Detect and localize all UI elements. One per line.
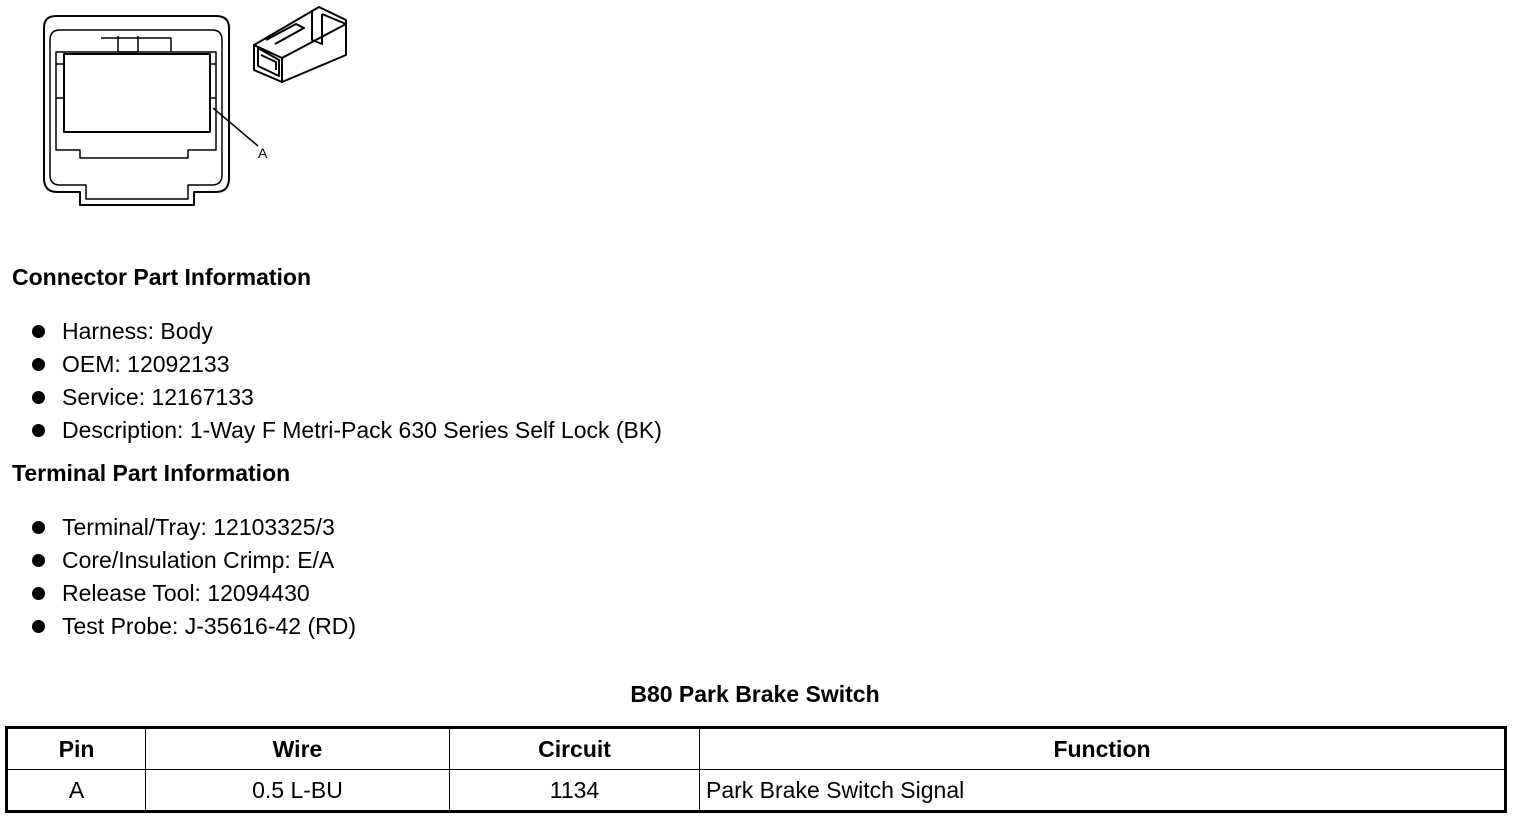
bullet-icon <box>32 521 45 534</box>
table-header-row <box>7 728 1506 770</box>
list-item: Description: 1-Way F Metri-Pack 630 Series Self Lock (BK) <box>30 417 662 450</box>
terminal-part-info-heading: Terminal Part Information <box>12 460 291 486</box>
connector-diagram <box>0 0 360 215</box>
terminal-part-info-list <box>30 514 356 646</box>
list-item: OEM: 12092133 <box>30 351 662 384</box>
bullet-icon <box>32 325 45 338</box>
list-item: Core/Insulation Crimp: E/A <box>30 547 356 580</box>
function-cell: Park Brake Switch Signal <box>700 770 1506 812</box>
circuit-cell: 1134 <box>450 770 700 812</box>
bullet-icon <box>32 358 45 371</box>
list-item: Release Tool: 12094430 <box>30 580 356 613</box>
connector-part-info-list <box>30 318 662 450</box>
lock-tab <box>101 38 171 52</box>
column-header-pin: Pin <box>7 728 146 770</box>
bullet-icon <box>32 620 45 633</box>
bullet-icon <box>32 554 45 567</box>
pin-table <box>5 726 1507 813</box>
list-item: Terminal/Tray: 12103325/3 <box>30 514 356 547</box>
pin-table-title: B80 Park Brake Switch <box>630 681 880 707</box>
callout-leader-line <box>213 108 258 146</box>
wire-cell: 0.5 L-BU <box>146 770 450 812</box>
column-header-wire: Wire <box>146 728 450 770</box>
callout-label: A <box>258 145 268 161</box>
list-item: Service: 12167133 <box>30 384 662 417</box>
bullet-icon <box>32 424 45 437</box>
connector-inner-outline <box>50 30 222 199</box>
connector-housing-outline <box>44 16 229 205</box>
pin-cell: A <box>7 770 146 812</box>
table-row <box>7 770 1506 812</box>
column-header-function: Function <box>700 728 1506 770</box>
connector-part-info-heading: Connector Part Information <box>12 264 312 290</box>
list-item: Test Probe: J-35616-42 (RD) <box>30 613 356 646</box>
terminal-cavity-a <box>64 54 210 132</box>
column-header-circuit: Circuit <box>450 728 700 770</box>
connector-isometric-view <box>254 7 346 82</box>
list-item: Harness: Body <box>30 318 662 351</box>
cavity-recess <box>56 52 216 158</box>
bullet-icon <box>32 587 45 600</box>
bullet-icon <box>32 391 45 404</box>
